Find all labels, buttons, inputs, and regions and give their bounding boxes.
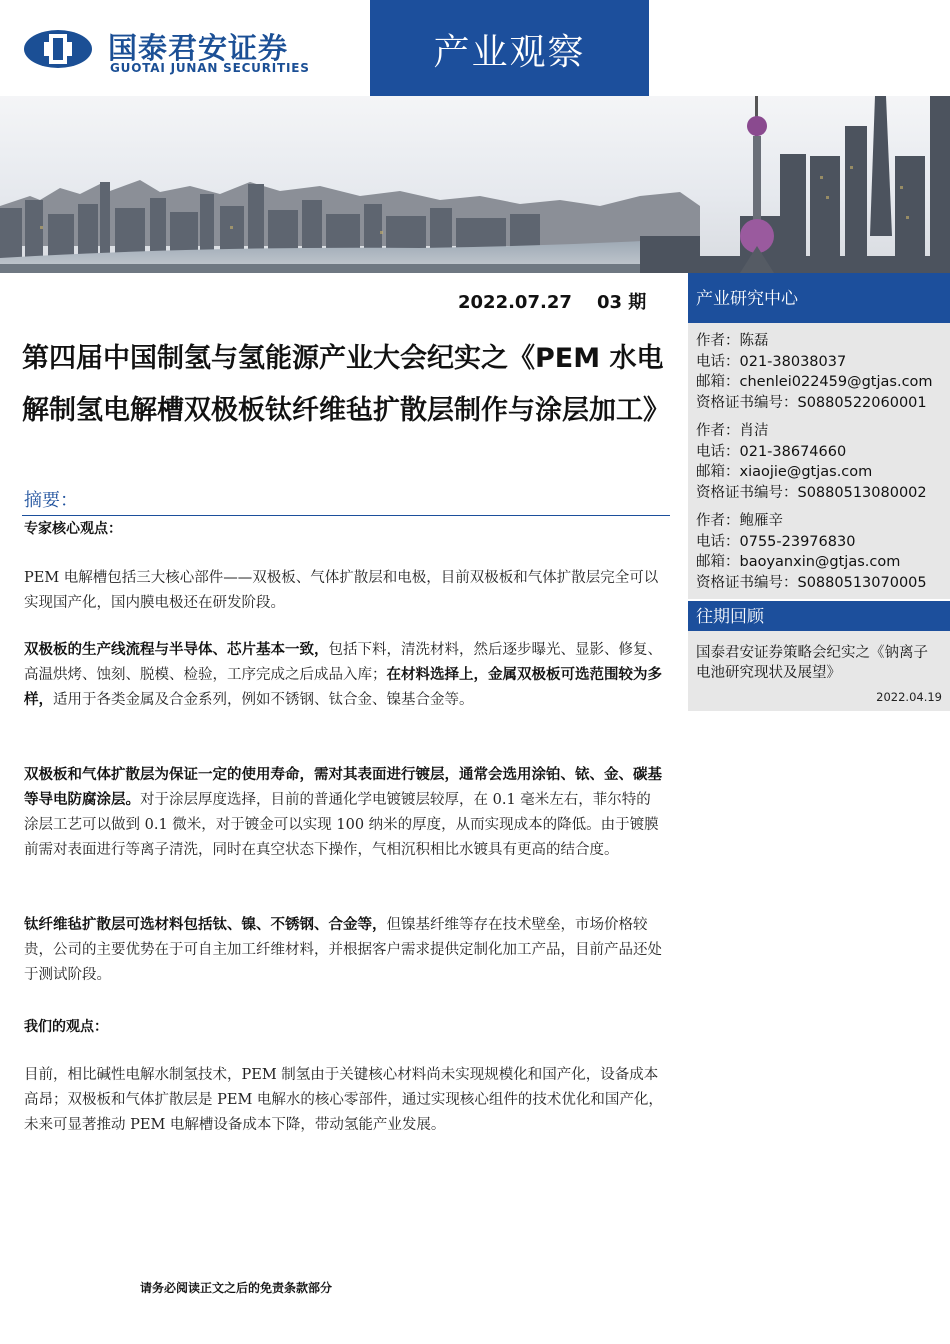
sidebar xyxy=(688,273,950,711)
author-name: 作者：陈磊 xyxy=(696,333,769,349)
emphasis-text: 钛纤维毡扩散层可选材料包括钛、镍、不锈钢、合金等， xyxy=(24,917,387,933)
body-span: 对于涂层厚度选择，目前的普通化学电镀镀层较厚，在 0.1 毫米左右，菲尔特的涂层工艺可以做到 0.1 微米，对于镀金可以实现 100 纳米的厚度，从而实现成本的降低。由于镀膜前需对表面进行等离子清洗，同时在真空状态下操作，气相沉积相比水镀具有更高的结合度。 xyxy=(24,792,659,858)
author-phone: 电话：021-38674660 xyxy=(696,443,847,460)
authors-panel xyxy=(688,323,950,599)
author-card xyxy=(688,419,950,509)
body-span: 包括下料，清洗材料，然后逐步曝光、显影、修复、高温烘烤、蚀刻、脱模、检验，工序完成之后成品入库； xyxy=(24,642,662,683)
paragraph-bipolar-plate xyxy=(24,638,664,713)
our-views-heading: 我们的观点： xyxy=(24,1019,108,1035)
expert-views-heading: 专家核心观点： xyxy=(24,521,122,537)
paragraph-titanium-felt xyxy=(24,913,664,988)
author-card xyxy=(688,509,950,599)
logo-area xyxy=(0,0,368,96)
research-center-heading: 产业研究中心 xyxy=(688,273,950,323)
company-logo-icon xyxy=(22,28,94,70)
emphasis-text: 双极板和气体扩散层为保证一定的使用寿命，需对其表面进行镀层，通常会选用涂铂、铱、金、碳基等导电防腐涂层。 xyxy=(24,767,662,808)
author-cert: 资格证书编号：S0880513080002 xyxy=(696,484,927,501)
abstract-divider xyxy=(22,515,670,516)
paragraph-coating xyxy=(24,763,664,863)
disclaimer-note: 请务必阅读正文之后的免责条款部分 xyxy=(140,1281,333,1295)
abstract-label: 摘要： xyxy=(24,490,78,511)
report-title: 第四届中国制氢与氢能源产业大会纪实之《PEM 水电解制氢电解槽双极板钛纤维毡扩散层制作与涂层加工》 xyxy=(22,343,670,426)
body-span: 但镍基纤维等存在技术壁垒，市场价格较贵，公司的主要优势在于可自主加工纤维材料，并根据客户需求提供定制化加工产品，目前产品还处于测试阶段。 xyxy=(24,917,662,983)
author-phone: 电话：0755-23976830 xyxy=(696,533,856,550)
body-span: 适用于各类金属及合金系列，例如不锈钢、钛合金、镍基合金等。 xyxy=(53,692,474,708)
section-title-box xyxy=(370,0,649,96)
history-panel xyxy=(688,631,950,711)
logo-english-name: GUOTAI JUNAN SECURITIES xyxy=(110,61,310,75)
author-cert: 资格证书编号：S0880522060001 xyxy=(696,394,927,411)
history-item-link[interactable]: 国泰君安证券策略会纪实之《钠离子电池研究现状及展望》 xyxy=(696,645,928,681)
issue-date: 2022.07.27 03 期 xyxy=(458,292,647,313)
paragraph-pem-components: PEM 电解槽包括三大核心部件——双极板、气体扩散层和电极，目前双极板和气体扩散层完全可以实现国产化，国内膜电极还在研发阶段。 xyxy=(24,570,659,611)
author-name: 作者：鲍雁辛 xyxy=(696,513,783,529)
city-skyline-banner xyxy=(0,96,950,273)
paragraph-our-view: 目前，相比碱性电解水制氢技术，PEM 制氢由于关键核心材料尚未实现规模化和国产化，设备成本高昂；双极板和气体扩散层是 PEM 电解水的核心零部件，通过实现核心组件的技术优化和国产化，未来可显著推动 PEM 电解槽设备成本下降，带动氢能产业发展。 xyxy=(24,1067,663,1133)
author-card xyxy=(688,323,950,419)
section-title: 产业观察 xyxy=(433,32,586,73)
author-email: 邮箱：baoyanxin@gtjas.com xyxy=(696,554,901,570)
author-email: 邮箱：chenlei022459@gtjas.com xyxy=(696,374,933,390)
emphasis-text: 在材料选择上，金属双极板可选范围较为多样， xyxy=(24,667,662,708)
history-item-date: 2022.04.19 xyxy=(876,690,942,704)
emphasis-text: 双极板的生产线流程与半导体、芯片基本一致， xyxy=(24,642,329,658)
logo-chinese-name: 国泰君安证券 xyxy=(108,31,289,65)
author-cert: 资格证书编号：S0880513070005 xyxy=(696,574,927,591)
history-heading: 往期回顾 xyxy=(688,601,950,631)
author-phone: 电话：021-38038037 xyxy=(696,353,847,370)
author-name: 作者：肖洁 xyxy=(696,423,769,439)
author-email: 邮箱：xiaojie@gtjas.com xyxy=(696,464,873,480)
